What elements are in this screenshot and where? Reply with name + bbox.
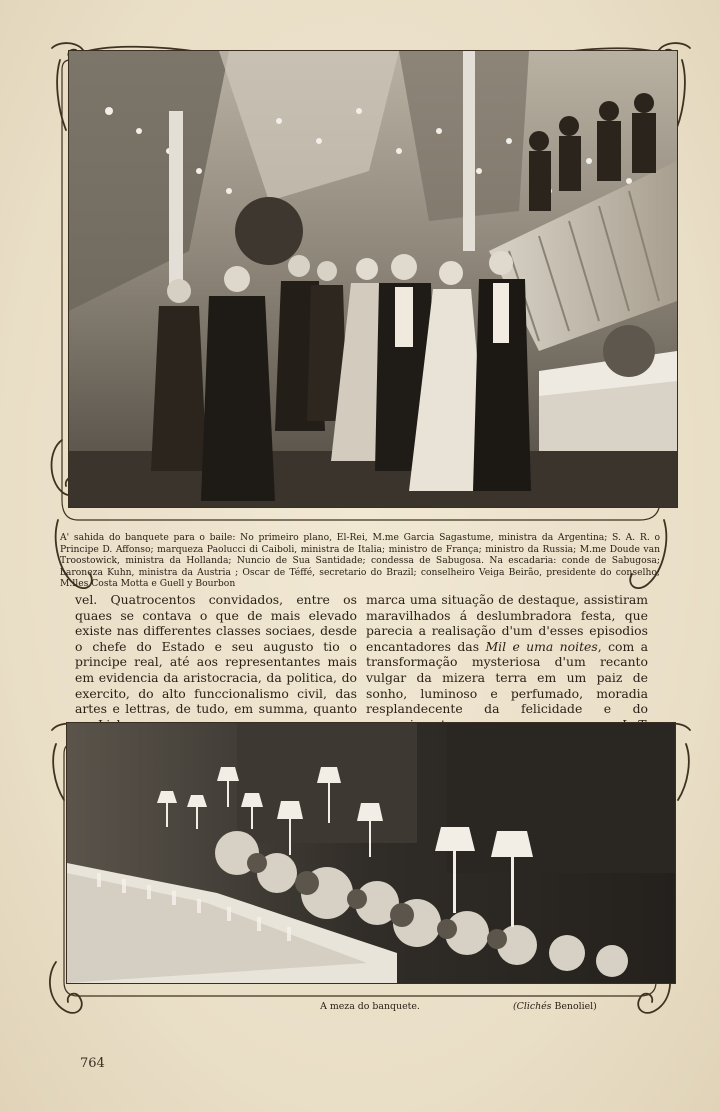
group-photo-illustration xyxy=(69,51,677,507)
banquet-table-photo xyxy=(66,722,676,984)
right-column-title-italic: Mil e uma noites xyxy=(485,638,598,654)
top-caption-text: A' sahida do banquete para o baile: No primeiro plano, El-Rei, M.me Garcia Sagastume, ministra da Argentina; S. A. R. o Principe D. Affonso; marqueza Paolucci di Caiboli, ministra de Italia; ministro de França; ministro da Russia; M.me Doude van Troostowick, ministra da Hollanda; Nuncio de Sua Santidade; condessa de Sabugosa. Na escadaria: conde de Sabugosa; baroneza Kuhn, ministra da Austria ; Oscar de Téffé, secretario do Brazil; conselheiro Veiga Beirão, presidente do conselho; M.lles Costa Motta e Guell y Bourbon xyxy=(60,532,660,590)
right-column-text-start: marca uma situação de destaque, assistiram maravilhados á deslumbradora festa, que parecia a realisação d'um d'esses episodios encantadores das xyxy=(366,592,648,654)
bottom-caption-text: A meza do banquete. xyxy=(320,1001,420,1012)
photo-credit xyxy=(513,1001,597,1012)
banquet-table-illustration xyxy=(67,723,675,983)
photo-credit-name: Benoliel) xyxy=(554,1001,597,1012)
top-photo-caption xyxy=(60,532,660,590)
right-column-text-end: , com a transformação mysteriosa d'um recanto vulgar da mizera terra em um paiz de sonho, luminoso e perfumado, moradia resplandecente da felicidade e do xyxy=(366,638,649,717)
photo-credit-italic: (Clichés xyxy=(513,1001,552,1012)
left-column-text: vel. Quatrocentos convidados, entre os quaes se contava o que de mais elevado existe nas differentes classes sociaes, desde o chefe do Estado e seu augusto tio o principe real, até aos representantes mais em evidencia da aristocracia, da politica, do exercito, do alto funccionalismo civil, das artes e lettras, de tudo, em summa, quanto xyxy=(75,592,357,717)
page-number: 764 xyxy=(80,1056,105,1071)
banquet-exit-photo xyxy=(68,50,678,508)
